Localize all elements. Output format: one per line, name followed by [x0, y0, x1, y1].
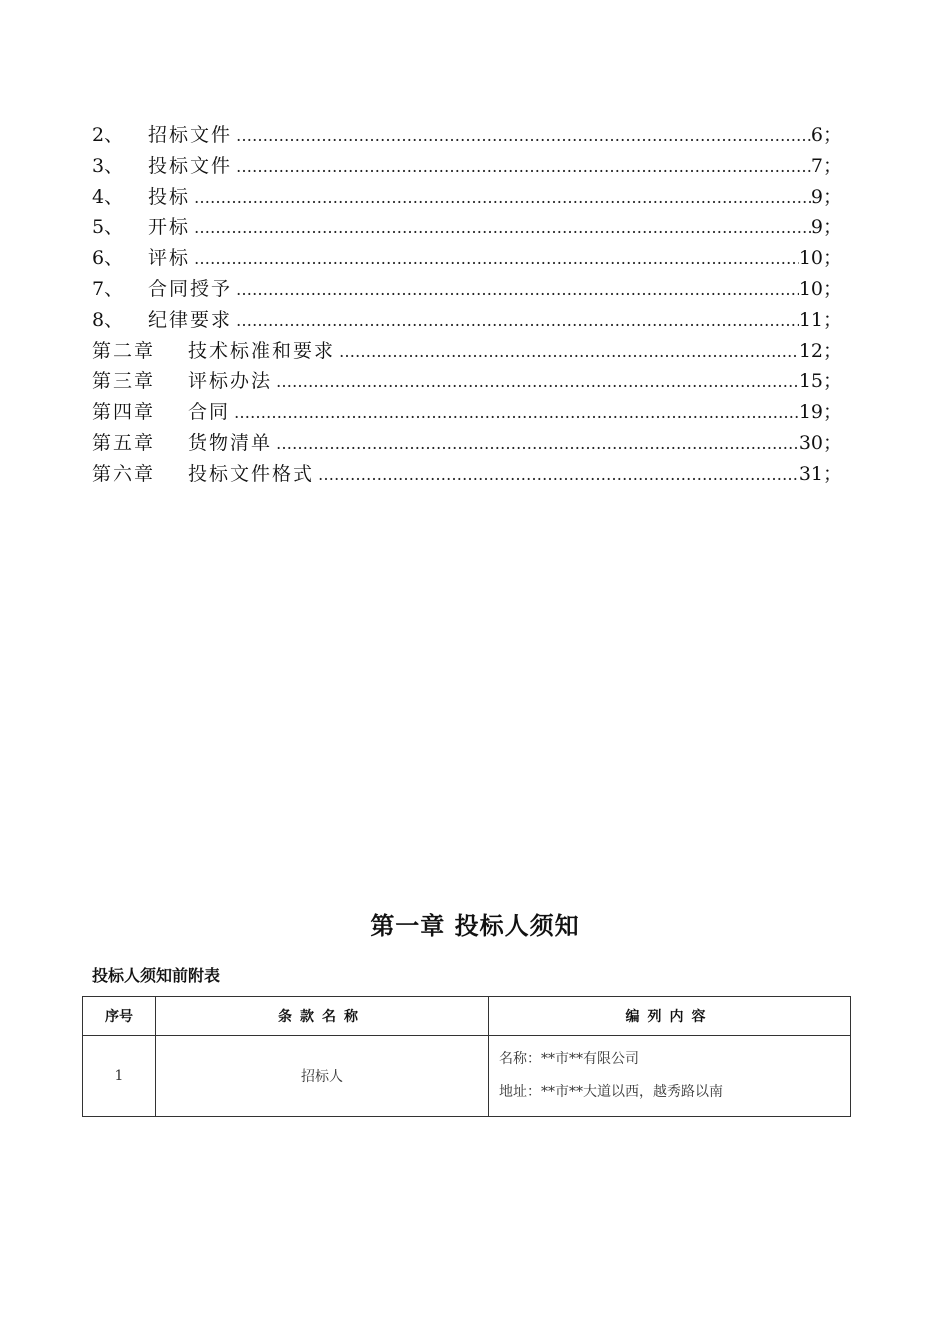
toc-entry-number: 3、: [92, 154, 124, 177]
toc-dot-leader: [276, 372, 799, 391]
toc-entry-number: 6、: [92, 247, 124, 270]
toc-entry-page: 12；: [798, 339, 842, 362]
toc-dot-leader: [276, 434, 799, 453]
toc-dot-leader: [236, 311, 799, 330]
table-header-row: [83, 997, 851, 1036]
toc-entry-title: 投标文件格式: [188, 462, 315, 485]
toc-entry-title: 评标办法: [188, 370, 273, 393]
toc-entry-title: 投标: [148, 185, 191, 208]
toc-entry-number: 第三章: [92, 370, 156, 393]
toc-entry-section-3[interactable]: [92, 151, 842, 182]
toc-entry-number: 4、: [92, 185, 124, 208]
toc-entry-number: 第五章: [92, 431, 156, 454]
toc-entry-number: 第四章: [92, 401, 156, 424]
toc-entry-section-6[interactable]: [92, 243, 842, 274]
toc-dot-leader: [234, 403, 799, 422]
row-number-cell: 1: [83, 1036, 156, 1117]
toc-entry-title: 评标: [148, 247, 191, 270]
toc-dot-leader: [339, 342, 799, 361]
toc-entry-chapter-4[interactable]: [92, 397, 842, 428]
toc-entry-chapter-6[interactable]: [92, 459, 842, 490]
toc-entry-number: 第六章: [92, 462, 156, 485]
toc-dot-leader: [318, 465, 799, 484]
toc-entry-title: 开标: [148, 216, 191, 239]
toc-entry-page: 30；: [798, 431, 842, 454]
toc-entry-number: 8、: [92, 308, 124, 331]
column-header-item: 条款名称: [156, 997, 489, 1036]
toc-entry-chapter-5[interactable]: [92, 428, 842, 459]
toc-entry-title: 合同: [188, 401, 231, 424]
toc-entry-page: 11；: [798, 308, 842, 331]
toc-dot-leader: [236, 280, 799, 299]
toc-entry-page: 9；: [810, 216, 842, 239]
column-header-content: 编列内容: [489, 997, 851, 1036]
toc-entry-number: 5、: [92, 216, 124, 239]
table-caption: 投标人须知前附表: [92, 966, 221, 985]
toc-dot-leader: [194, 218, 811, 237]
table-of-contents: [92, 120, 842, 490]
bidder-instructions-table: [82, 996, 851, 1117]
toc-dot-leader: [194, 188, 811, 207]
toc-entry-page: 31；: [798, 462, 842, 485]
toc-entry-page: 9；: [810, 185, 842, 208]
tenderer-address: 地址：**市**大道以西，越秀路以南: [499, 1084, 723, 1100]
toc-entry-title: 投标文件: [148, 154, 233, 177]
toc-entry-title: 纪律要求: [148, 308, 233, 331]
tenderer-name: 名称：**市**有限公司: [499, 1051, 639, 1067]
toc-dot-leader: [236, 157, 811, 176]
toc-entry-number: 第二章: [92, 339, 156, 362]
chapter-title: 第一章 投标人须知: [370, 911, 580, 940]
toc-entry-section-4[interactable]: [92, 182, 842, 213]
toc-entry-page: 15；: [798, 370, 842, 393]
toc-entry-page: 7；: [810, 154, 842, 177]
toc-entry-section-5[interactable]: [92, 212, 842, 243]
toc-entry-page: 10；: [798, 247, 842, 270]
toc-entry-number: 7、: [92, 277, 124, 300]
toc-entry-title: 合同授予: [148, 277, 233, 300]
toc-entry-title: 技术标准和要求: [188, 339, 336, 362]
toc-entry-number: 2、: [92, 124, 124, 146]
toc-entry-chapter-3[interactable]: [92, 366, 842, 397]
row-item-cell: 招标人: [156, 1036, 489, 1117]
toc-dot-leader: [236, 126, 811, 145]
toc-entry-section-2[interactable]: [92, 120, 842, 151]
toc-entry-page: 10；: [798, 277, 842, 300]
toc-entry-section-7[interactable]: [92, 274, 842, 305]
toc-entry-page: 19；: [798, 401, 842, 424]
toc-entry-title: 招标文件: [148, 124, 233, 146]
toc-dot-leader: [194, 249, 799, 268]
column-header-number: 序号: [83, 997, 156, 1036]
toc-entry-chapter-2[interactable]: [92, 336, 842, 367]
table-row: [83, 1036, 851, 1117]
toc-entry-title: 货物清单: [188, 431, 273, 454]
row-content-cell: [489, 1036, 851, 1117]
toc-entry-section-8[interactable]: [92, 305, 842, 336]
toc-entry-page: 6；: [810, 124, 842, 146]
